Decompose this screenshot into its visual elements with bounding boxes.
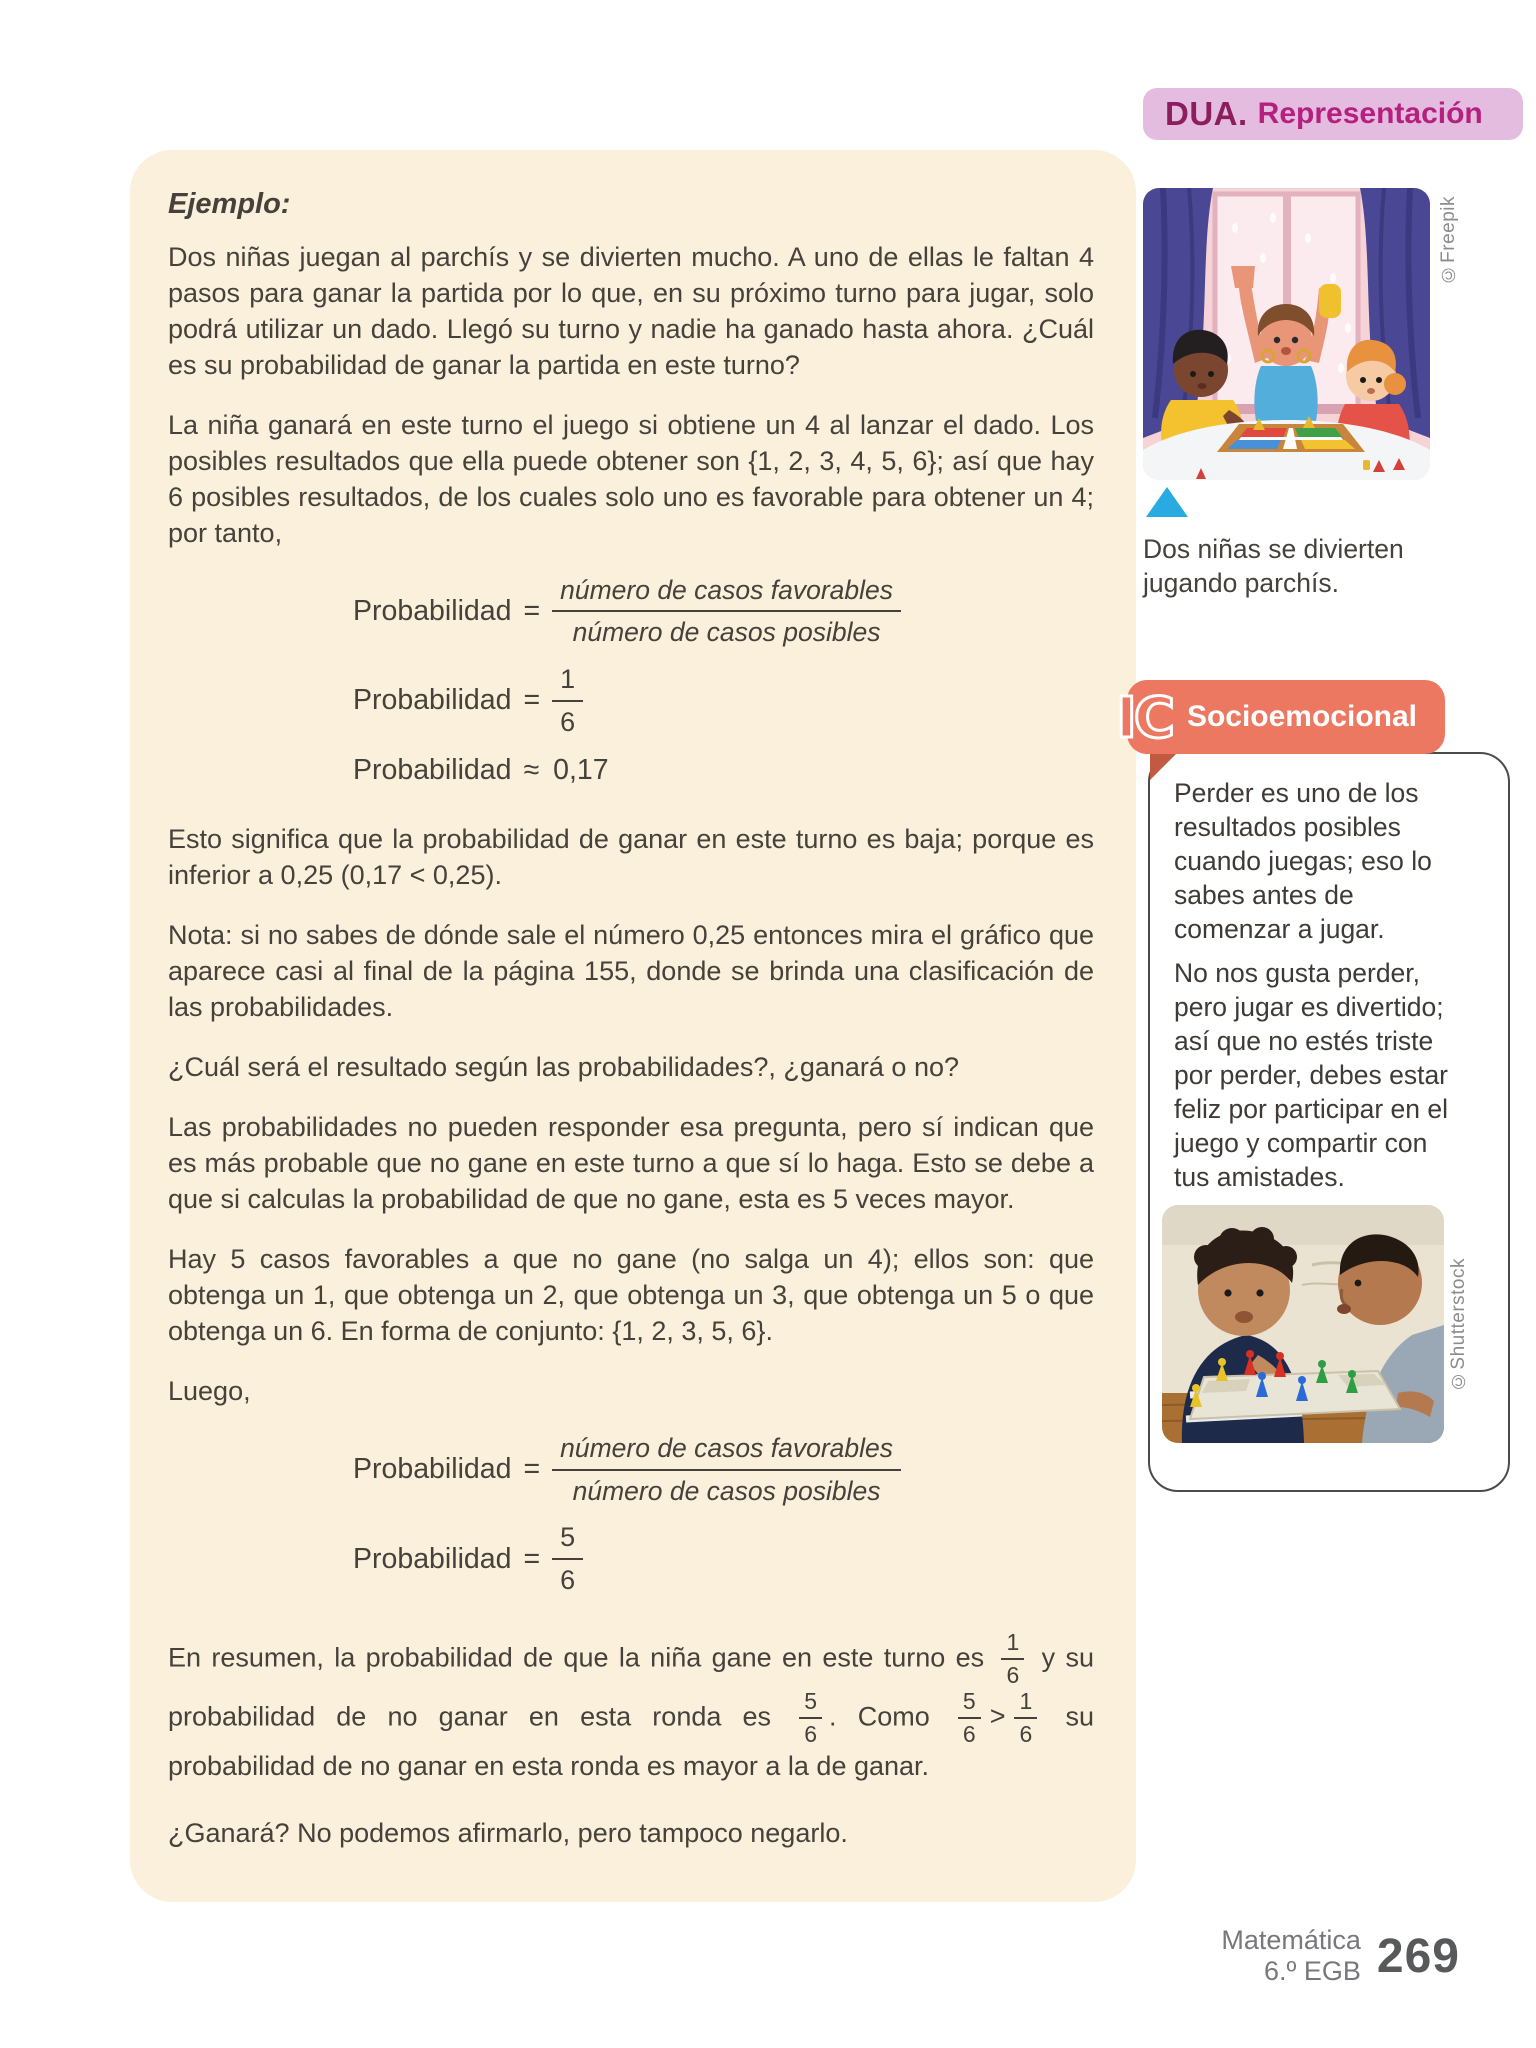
footer-subject-grade	[1221, 1925, 1361, 1987]
equals-sign: =	[523, 684, 541, 717]
parchis-illustration-art	[1143, 188, 1430, 480]
socioemocional-text	[1174, 776, 1470, 1204]
summary-part2: y su probabilidad de no ganar en esta ronda es	[168, 1642, 1094, 1732]
page-footer	[1221, 1925, 1460, 1987]
paragraph-low-probability: Esto significa que la probabilidad de ganar en este turno es baja; porque es inferior a 0,25 (0,17 < 0,25).	[168, 824, 1094, 891]
fraction-denominator: 6	[560, 706, 576, 737]
page-number: 269	[1376, 1929, 1460, 1983]
example-heading: Ejemplo:	[168, 188, 291, 220]
fraction-numerator: 1	[552, 664, 583, 702]
socioemocional-paragraph-2: No nos gusta perder, pero jugar es divertido; así que no estés triste por perder, debes estar feliz por participar en el juego y compartir con tus amistades.	[1174, 958, 1449, 1192]
formula-fraction	[552, 1433, 901, 1506]
probability-formula-block-2	[168, 1433, 1094, 1596]
footer-subject: Matemática	[1221, 1925, 1361, 1955]
formula-fraction	[552, 664, 583, 738]
footer-grade: 6.º EGB	[1264, 1956, 1361, 1986]
fraction-denominator: número de casos posibles	[572, 617, 881, 648]
paragraph-final-question: ¿Ganará? No podemos afirmarlo, pero tampoco negarlo.	[168, 1818, 848, 1849]
board-game-photo-art	[1162, 1205, 1444, 1443]
parchis-illustration	[1143, 188, 1430, 480]
fraction-denominator: número de casos posibles	[572, 1475, 881, 1506]
example-content-box	[130, 150, 1136, 1902]
socioemocional-title: Socioemocional	[1186, 700, 1417, 733]
socioemocional-paragraph-1: Perder es uno de los resultados posibles cuando juegas; eso lo sabes antes de comenzar a jugar.	[1174, 778, 1432, 944]
summary-part3: . Como	[829, 1701, 930, 1732]
greater-than-sign: >	[989, 1701, 1006, 1732]
ic-logo-icon: IC	[1116, 686, 1172, 751]
paragraph-probabilities-answer: Las probabilidades no pueden responder esa pregunta, pero sí indican que es más probable que no gane en este turno a que sí lo haga. Esto se debe a que si calculas la probabilidad de que no gane, esta es 5 veces mayor.	[168, 1112, 1094, 1215]
formula-definition	[353, 575, 1094, 648]
fraction-denominator: 6	[560, 1565, 576, 1596]
formula-lhs: Probabilidad	[353, 594, 512, 627]
fraction-denominator: 6	[804, 1720, 818, 1747]
fraction-denominator: 6	[1019, 1720, 1033, 1747]
inline-fraction-compare-left	[958, 1689, 981, 1748]
fraction-numerator: 5	[552, 1522, 583, 1560]
freepik-credit: ©Freepik	[1438, 196, 1459, 285]
paragraph-five-cases: Hay 5 casos favorables a que no gane (no salga un 4); ellos son: que obtenga un 1, que obtenga un 2, que obtenga un 3, que obtenga un 5 o que obtenga un 6. En forma de conjunto: {1, 2, 3, 5, 6}.	[168, 1244, 1094, 1347]
shutterstock-credit: ©Shutterstock	[1448, 1258, 1469, 1392]
formula-lhs: Probabilidad	[353, 754, 512, 787]
summary-part4: su probabilidad de no ganar en esta ronda es mayor a la de ganar.	[168, 1701, 1094, 1782]
formula-decimal-approx	[353, 754, 1094, 787]
fraction-denominator: 6	[1006, 1662, 1020, 1689]
fraction-numerator: 1	[1001, 1630, 1024, 1660]
formula-lhs: Probabilidad	[353, 1542, 512, 1575]
paragraph-dice-outcomes: La niña ganará en este turno el juego si obtiene un 4 al lanzar el dado. Los posibles resultados que ella puede obtener son {1, 2, 3, 4, 5, 6}; así que hay 6 posibles resultados, de los cuales solo uno es favorable para obtener un 4; por tanto,	[168, 410, 1094, 548]
equals-sign: =	[523, 1542, 541, 1575]
socioemocional-header	[1127, 680, 1445, 754]
formula-fraction	[552, 575, 901, 648]
formula-value: 0,17	[553, 754, 609, 787]
paragraph-luego: Luego,	[168, 1376, 251, 1407]
paragraph-nota: Nota: si no sabes de dónde sale el número 0,25 entonces mira el gráfico que aparece casi al final de la página 155, donde se brinda una clasificación de las probabilidades.	[168, 920, 1094, 1023]
formula-definition	[353, 1433, 1094, 1506]
inline-fraction-lose	[799, 1689, 822, 1748]
fraction-numerator: 5	[799, 1689, 822, 1719]
fraction-denominator: 6	[962, 1720, 976, 1747]
fraction-numerator: 5	[958, 1689, 981, 1719]
equals-sign: =	[523, 1453, 541, 1485]
formula-lhs: Probabilidad	[353, 1453, 512, 1485]
equals-sign: =	[523, 594, 541, 627]
paragraph-summary	[168, 1630, 1094, 1785]
fraction-numerator: número de casos favorables	[552, 1433, 901, 1470]
dua-prefix-label: DUA.	[1165, 95, 1248, 132]
fraction-numerator: 1	[1014, 1689, 1037, 1719]
approx-sign: ≈	[523, 754, 540, 787]
summary-part1: En resumen, la probabilidad de que la niña gane en este turno es	[168, 1642, 985, 1673]
formula-lhs: Probabilidad	[353, 684, 512, 717]
caption-triangle-icon	[1146, 487, 1188, 517]
paragraph-question: ¿Cuál será el resultado según las probabilidades?, ¿ganará o no?	[168, 1052, 960, 1083]
paragraph-intro: Dos niñas juegan al parchís y se divierten mucho. A uno de ellas le faltan 4 pasos para ganar la partida por lo que, en su próximo turno para jugar, solo podrá utilizar un dado. Llegó su turno y nadie ha ganado hasta ahora. ¿Cuál es su probabilidad de ganar la partida en este turno?	[168, 242, 1094, 380]
illustration-caption: Dos niñas se divierten jugando parchís.	[1143, 534, 1404, 598]
formula-five-sixths	[353, 1522, 1094, 1596]
fraction-numerator: número de casos favorables	[552, 575, 901, 612]
probability-formula-block-1	[168, 575, 1094, 787]
board-game-photo	[1162, 1205, 1444, 1443]
inline-fraction-compare-right	[1014, 1689, 1037, 1748]
formula-one-sixth	[353, 664, 1094, 738]
inline-fraction-win	[1001, 1630, 1024, 1689]
formula-fraction	[552, 1522, 583, 1596]
dua-representacion-label: Representación	[1257, 97, 1483, 130]
dua-representacion-badge	[1143, 88, 1523, 140]
